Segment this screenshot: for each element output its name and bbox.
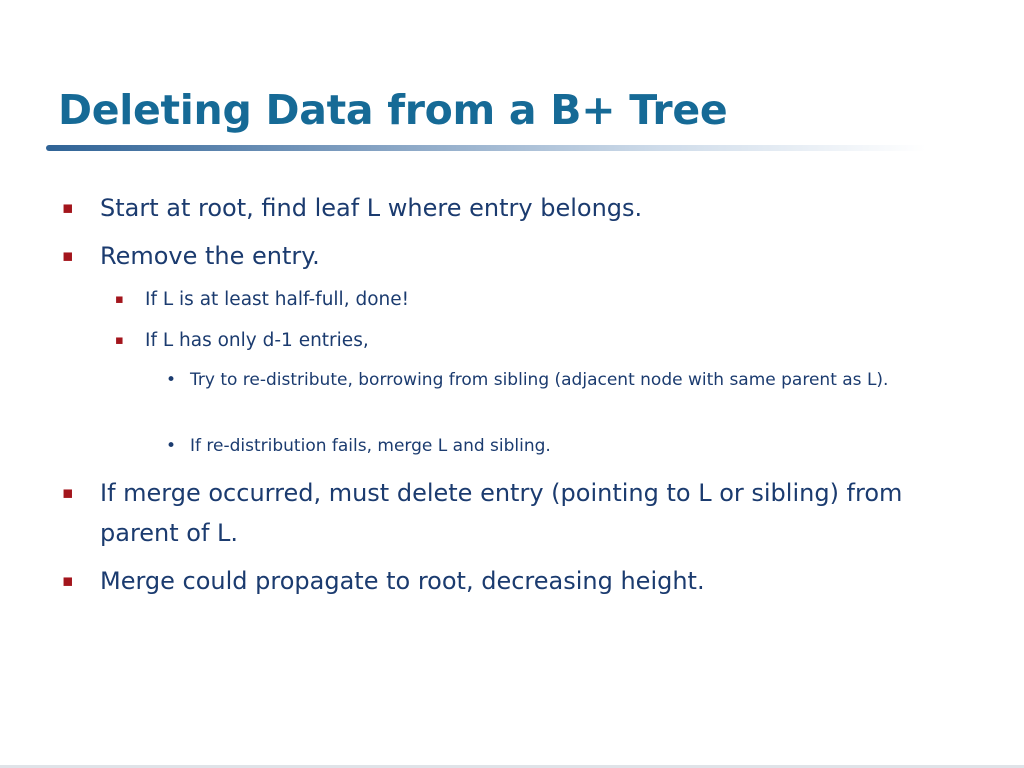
bullet-item <box>62 236 980 276</box>
bullet-text: If L has only d-1 entries, <box>145 330 369 351</box>
sub-sub-bullet-item <box>166 431 930 462</box>
bullet-text: If merge occurred, must delete entry (pointing to L or sibling) from parent of L. <box>100 479 903 547</box>
bullet-text: Merge could propagate to root, decreasing height. <box>100 567 705 595</box>
square-bullet-icon: ▪ <box>62 571 74 591</box>
bullet-text: Try to re-distribute, borrowing from sibling (adjacent node with same parent as L). <box>190 370 889 390</box>
square-bullet-icon: ▪ <box>62 246 74 266</box>
round-bullet-icon: • <box>166 370 177 390</box>
bullet-item <box>62 473 980 553</box>
sub-sub-bullet-item <box>166 365 930 396</box>
bullet-item <box>62 561 980 601</box>
sub-bullet-item <box>115 283 945 317</box>
square-bullet-icon: ▪ <box>62 483 74 503</box>
bullet-text: Start at root, find leaf L where entry belongs. <box>100 194 643 222</box>
bullet-text: If re-distribution fails, merge L and sibling. <box>190 436 551 456</box>
round-bullet-icon: • <box>166 436 177 456</box>
square-bullet-icon: ▪ <box>115 292 124 307</box>
bullet-text: Remove the entry. <box>100 242 320 270</box>
bullet-item <box>62 188 980 228</box>
title-underline <box>46 145 926 151</box>
slide-title: Deleting Data from a B+ Tree <box>58 86 728 134</box>
sub-bullet-item <box>115 324 945 358</box>
square-bullet-icon: ▪ <box>115 333 124 348</box>
square-bullet-icon: ▪ <box>62 198 74 218</box>
bullet-text: If L is at least half-full, done! <box>145 289 410 310</box>
